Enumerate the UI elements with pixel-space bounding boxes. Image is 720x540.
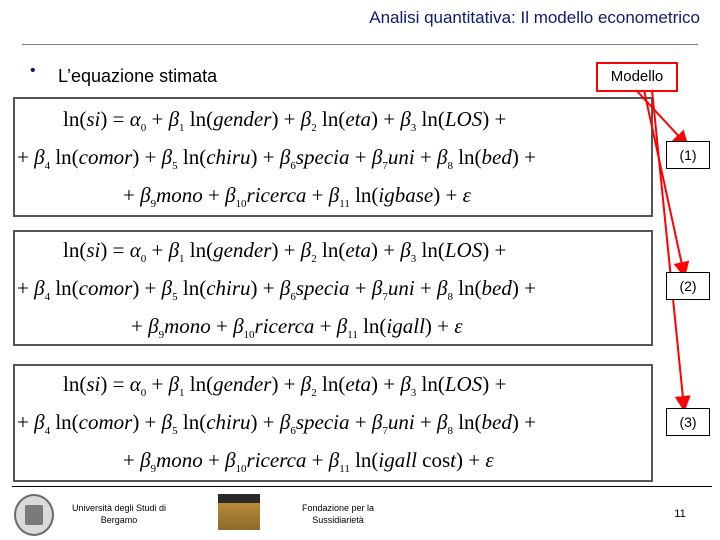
arrow-to-model-1 — [636, 90, 686, 144]
footer-university: Università degli Studi di Bergamo — [71, 503, 167, 525]
equation-2-line-1: $\ln(si) = \alpha_0 + \beta_1$ ln(gender) + $\beta_2$ $\ln(eta) + \beta_3$ ln(LOS) + — [63, 238, 507, 266]
university-seal-icon — [14, 494, 54, 536]
bullet-text: L’equazione stimata — [58, 66, 218, 86]
equation-1-line-2: + $\beta_4$ ln(comor) + $\beta_5$ ln(chiru) + $\beta_6specia + \beta_7uni + \beta_8$ ln(bed) + — [17, 145, 536, 173]
equation-2-line-2: + $\beta_4$ ln(comor) + $\beta_5$ ln(chiru) + $\beta_6specia + \beta_7uni + \beta_8$ ln(bed) + — [17, 276, 536, 304]
page-number: 11 — [674, 508, 686, 520]
model-tag-3: (3) — [666, 408, 710, 436]
equation-1-line-3: + $\beta_9mono$ + $\beta_{10}ricerca + \beta_{11}$ ln(igbase) + ε — [123, 183, 471, 211]
fondazione-logo-icon — [218, 494, 260, 530]
bullet-icon: • — [30, 62, 36, 79]
equation-3-line-1: $\ln(si) = \alpha_0 + \beta_1$ ln(gender) + $\beta_2$ $\ln(eta) + \beta_3$ ln(LOS) + — [63, 372, 507, 400]
modello-label: Modello — [596, 62, 678, 92]
slide-title: Analisi quantitativa: Il modello econometrico — [369, 8, 700, 27]
equation-3-line-2: + $\beta_4$ ln(comor) + $\beta_5$ ln(chiru) + $\beta_6specia + \beta_7uni + \beta_8$ ln(bed) + — [17, 410, 536, 438]
model-tag-1: (1) — [666, 141, 710, 169]
arrow-to-model-2 — [644, 90, 684, 274]
equation-3-line-3: + $\beta_9mono$ + $\beta_{10}ricerca + \beta_{11}$ ln(igall cost) + ε — [123, 448, 494, 476]
model-tag-2: (2) — [666, 272, 710, 300]
footer-foundation: Fondazione per la Sussidiarietà — [301, 503, 375, 525]
equation-2-line-3: + $\beta_9mono$ + $\beta_{10}ricerca + \beta_{11}$ ln(igall) + ε — [131, 314, 463, 342]
equation-1-line-1: $\ln(si) = \alpha_0 + \beta_1$ ln(gender) + $\beta_2$ $\ln(eta) + \beta_3$ ln(LOS) + — [63, 107, 507, 135]
footer-divider — [12, 486, 712, 487]
